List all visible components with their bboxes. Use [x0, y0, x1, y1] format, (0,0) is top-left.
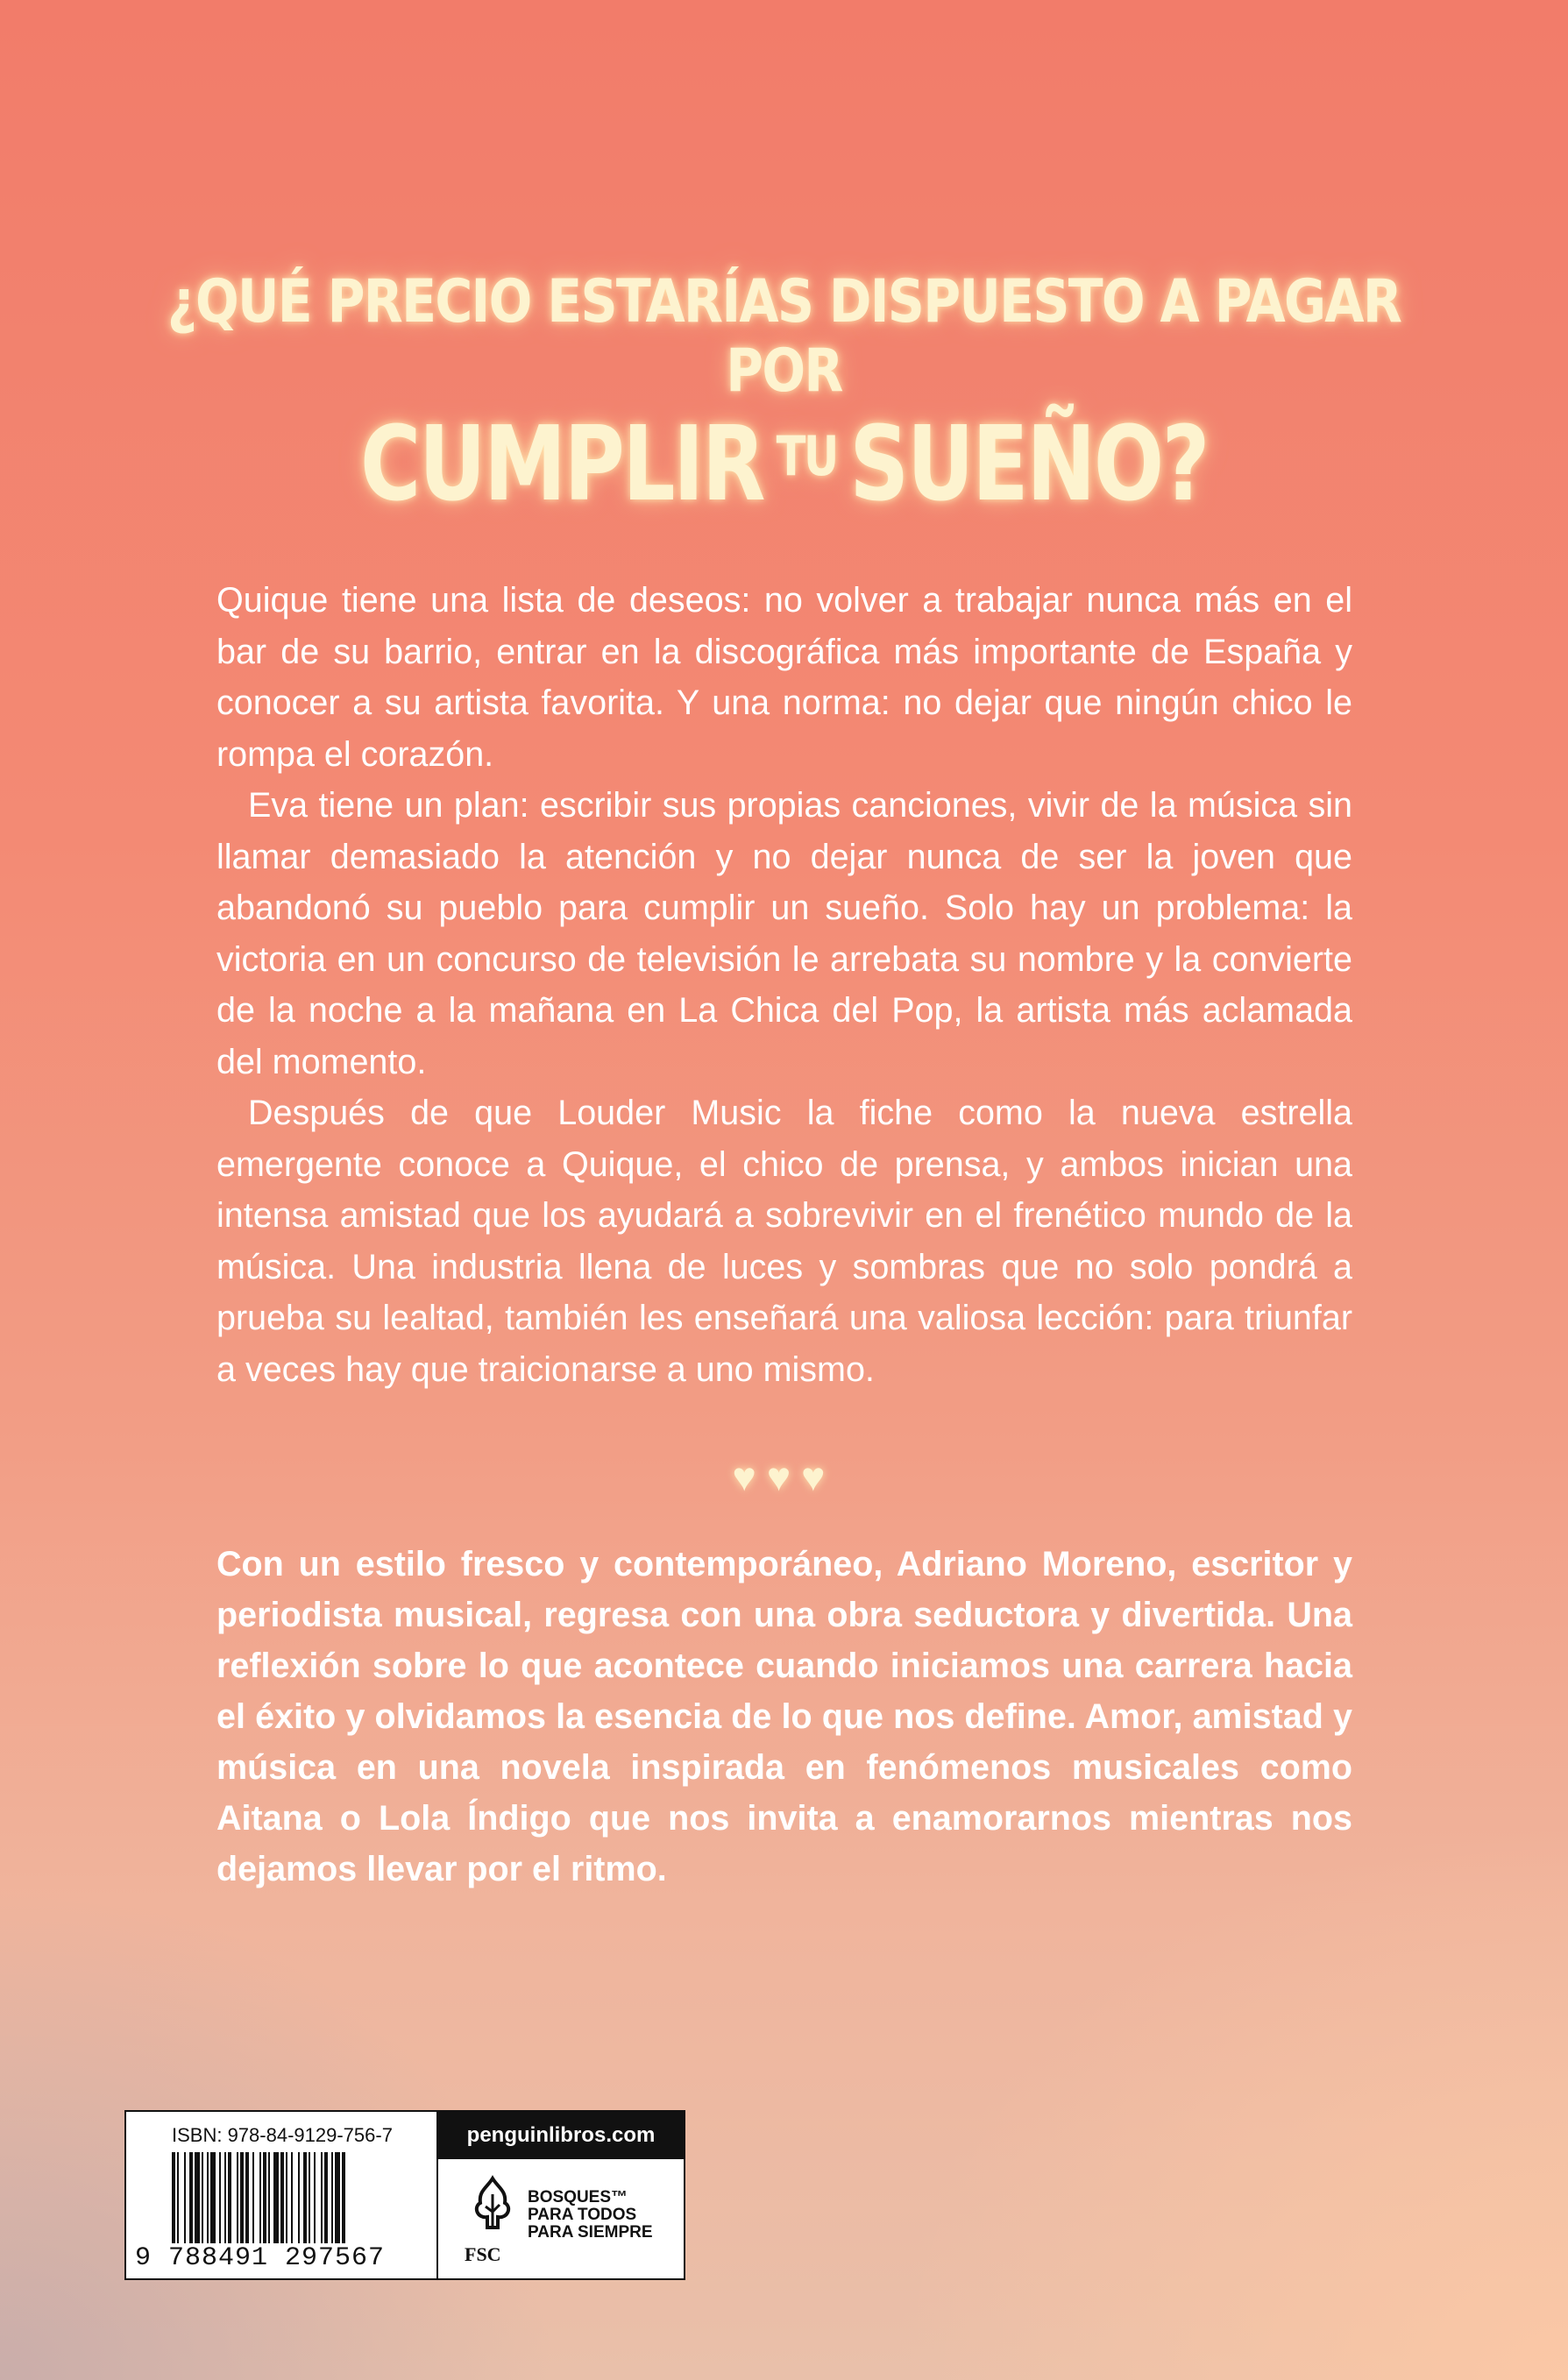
- barcode-bar: [273, 2152, 279, 2243]
- barcode-bar: [245, 2152, 249, 2243]
- barcode-bar: [286, 2152, 287, 2243]
- headline-line-1: ¿QUÉ PRECIO ESTARÍAS DISPUESTO A PAGAR POR: [167, 267, 1401, 406]
- fsc-slogan-line-3: PARA SIEMPRE: [528, 2223, 653, 2242]
- barcode-bar: [303, 2152, 307, 2243]
- hearts-divider: ♥♥♥: [732, 1454, 836, 1499]
- synopsis-paragraph-3: Después de que Louder Music la fiche como la nueva estrella emergente conoce a Quique, el chico de prensa, y ambos inician una intensa amistad que los ayudará a sobrevivir en el frenético mundo de la música. Una industria llena de luces y sombras que no solo pondrá a prueba su lealtad, también les enseñará una valiosa lección: para triunfar a veces hay que traicionarse a uno mismo.: [216, 1094, 1352, 1389]
- barcode-bar: [210, 2152, 216, 2243]
- fsc-slogan: [528, 2189, 653, 2242]
- barcode-bar: [309, 2152, 310, 2243]
- barcode-bar: [172, 2152, 175, 2243]
- barcode-bar: [331, 2152, 333, 2243]
- barcode-bar: [342, 2152, 345, 2243]
- barcode-bar: [314, 2152, 316, 2243]
- publisher-url: penguinlibros.com: [438, 2112, 684, 2159]
- barcode-bar: [240, 2152, 244, 2243]
- barcode-bar: [321, 2152, 323, 2243]
- barcode-bar: [335, 2152, 340, 2243]
- about-paragraph: Con un estilo fresco y contemporáneo, Adriano Moreno, escritor y periodista musical, regresa con una obra seductora y divertida. Una reflexión sobre lo que acontece cuando iniciamos una carrera hacia el éxito y olvidamos la esencia de lo que nos define. Amor, amistad y música en una novela inspirada en fenómenos musicales como Aitana o Lola Índigo que nos invita a enamorarnos mientras nos dejamos llevar por el ritmo.: [216, 1545, 1352, 1888]
- headline-word-tu: TU: [776, 424, 837, 488]
- barcode-bar: [280, 2152, 284, 2243]
- fsc-slogan-line-2: PARA TODOS: [528, 2206, 637, 2224]
- barcode-bar: [291, 2152, 293, 2243]
- synopsis-paragraph-2: Eva tiene un plan: escribir sus propias canciones, vivir de la música sin llamar demasiado la atención y no dejar nunca de ser la joven que abandonó su pueblo para cumplir un sueño. Solo hay un problema: la victoria en un concurso de televisión le arrebata su nombre y la convierte de la noche a la mañana en La Chica del Pop, la artista más aclamada del momento.: [216, 786, 1352, 1081]
- headline-line-2: [157, 403, 1411, 524]
- barcode-bar: [202, 2152, 203, 2243]
- isbn-label: ISBN: 978-84-9129-756-7: [172, 2124, 393, 2146]
- synopsis: [216, 575, 1352, 1395]
- barcode-bar: [252, 2152, 254, 2243]
- synopsis-paragraph-1: Quique tiene una lista de deseos: no volver a trabajar nunca más en el bar de su barrio, entrar en la discográfica más importante de España y conocer a su artista favorita. Y una norma: no dejar que ningún chico le rompa el corazón.: [216, 581, 1352, 774]
- barcode-box: [124, 2110, 685, 2280]
- fsc-tree-icon: [461, 2173, 524, 2243]
- barcode-bar: [189, 2152, 193, 2243]
- barcode-bar: [228, 2152, 231, 2243]
- barcode-bar: [207, 2152, 209, 2243]
- barcode-bar: [259, 2152, 261, 2243]
- barcode-bar: [237, 2152, 238, 2243]
- publisher-panel: [438, 2112, 684, 2278]
- headline-word-cumplir: CUMPLIR: [359, 403, 764, 524]
- barcode-bar: [263, 2152, 266, 2243]
- fsc-label: FSC: [465, 2243, 501, 2265]
- barcode-bar: [184, 2152, 186, 2243]
- about-author: [216, 1539, 1352, 1895]
- barcode-bar: [224, 2152, 226, 2243]
- barcode-icon: [172, 2152, 393, 2243]
- fsc-slogan-line-1: BOSQUES™: [528, 2188, 628, 2206]
- barcode-bar: [219, 2152, 221, 2243]
- barcode-bar: [268, 2152, 270, 2243]
- barcode-panel: [126, 2112, 438, 2278]
- isbn-digits: 9 788491 297567: [135, 2243, 386, 2273]
- barcode-bar: [177, 2152, 179, 2243]
- headline-word-sueno: SUEÑO?: [849, 403, 1209, 524]
- barcode-bar: [324, 2152, 328, 2243]
- barcode-bar: [195, 2152, 200, 2243]
- barcode-bar: [298, 2152, 300, 2243]
